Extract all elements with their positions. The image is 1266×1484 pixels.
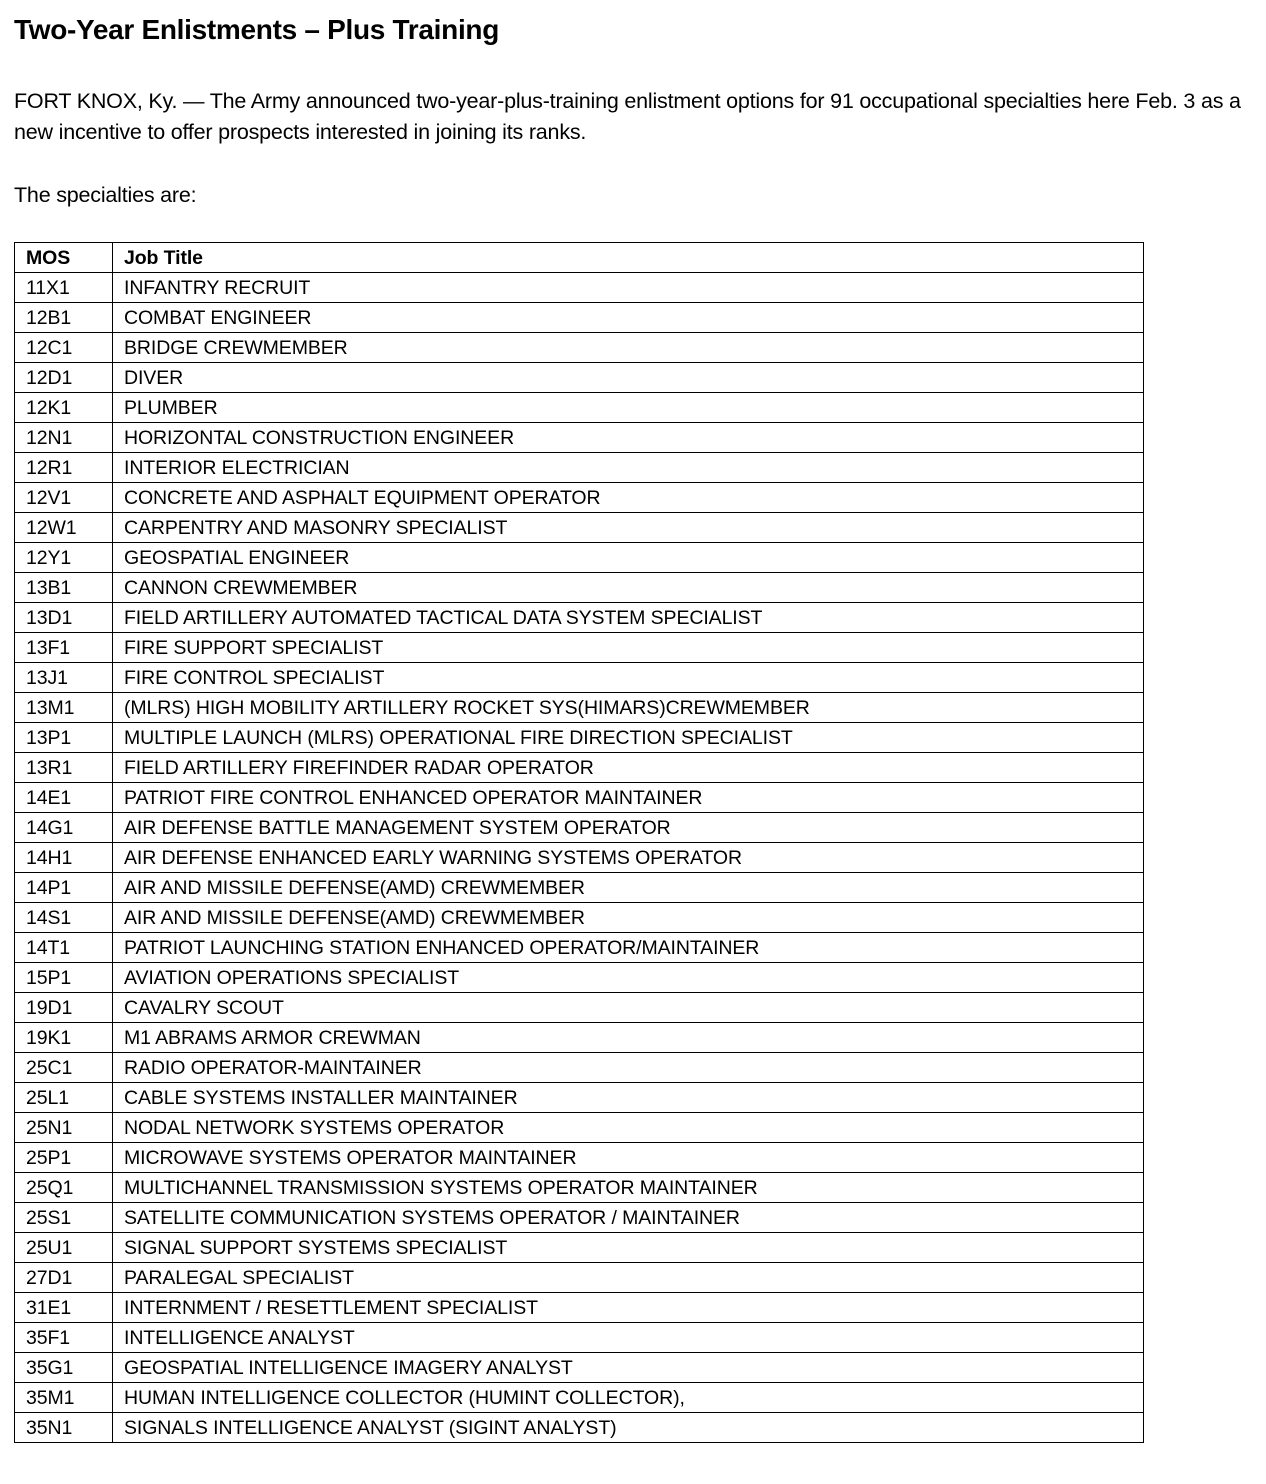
table-row xyxy=(15,633,1144,663)
job-title-cell: HORIZONTAL CONSTRUCTION ENGINEER xyxy=(113,423,1144,453)
job-title-cell: SIGNALS INTELLIGENCE ANALYST (SIGINT ANALYST) xyxy=(113,1413,1144,1443)
intro-paragraph: FORT KNOX, Ky. — The Army announced two-year-plus-training enlistment options for 91 occupational specialties here Feb. 3 as a new incentive to offer prospects interested in joining its ranks. xyxy=(14,89,1241,144)
job-title-cell: DIVER xyxy=(113,363,1144,393)
job-title-cell: FIRE SUPPORT SPECIALIST xyxy=(113,633,1144,663)
mos-code-cell: 12D1 xyxy=(15,363,113,393)
column-header-mos: MOS xyxy=(15,243,113,273)
table-body xyxy=(15,273,1144,1443)
mos-code-cell: 35G1 xyxy=(15,1353,113,1383)
mos-code-cell: 13D1 xyxy=(15,603,113,633)
table-row xyxy=(15,423,1144,453)
job-title-cell: MICROWAVE SYSTEMS OPERATOR MAINTAINER xyxy=(113,1143,1144,1173)
table-row xyxy=(15,513,1144,543)
table-row xyxy=(15,1263,1144,1293)
job-title-cell: GEOSPATIAL ENGINEER xyxy=(113,543,1144,573)
table-row xyxy=(15,783,1144,813)
table-row xyxy=(15,1083,1144,1113)
job-title-cell: FIELD ARTILLERY AUTOMATED TACTICAL DATA SYSTEM SPECIALIST xyxy=(113,603,1144,633)
table-header-row xyxy=(15,243,1144,273)
mos-code-cell: 12C1 xyxy=(15,333,113,363)
list-lead-text: The specialties are: xyxy=(14,183,197,207)
table-row xyxy=(15,573,1144,603)
table-row xyxy=(15,393,1144,423)
table-row xyxy=(15,813,1144,843)
column-header-job-title: Job Title xyxy=(113,243,1144,273)
table-row xyxy=(15,1233,1144,1263)
mos-code-cell: 12R1 xyxy=(15,453,113,483)
mos-code-cell: 15P1 xyxy=(15,963,113,993)
job-title-cell: PLUMBER xyxy=(113,393,1144,423)
job-title-cell: CAVALRY SCOUT xyxy=(113,993,1144,1023)
job-title-cell: CARPENTRY AND MASONRY SPECIALIST xyxy=(113,513,1144,543)
table-row xyxy=(15,873,1144,903)
mos-code-cell: 25P1 xyxy=(15,1143,113,1173)
job-title-cell: AIR AND MISSILE DEFENSE(AMD) CREWMEMBER xyxy=(113,903,1144,933)
mos-code-cell: 12Y1 xyxy=(15,543,113,573)
job-title-cell: INTERIOR ELECTRICIAN xyxy=(113,453,1144,483)
table-row xyxy=(15,843,1144,873)
job-title-cell: FIELD ARTILLERY FIREFINDER RADAR OPERATOR xyxy=(113,753,1144,783)
table-row xyxy=(15,1353,1144,1383)
job-title-cell: FIRE CONTROL SPECIALIST xyxy=(113,663,1144,693)
mos-code-cell: 13F1 xyxy=(15,633,113,663)
mos-code-cell: 13R1 xyxy=(15,753,113,783)
table-row xyxy=(15,903,1144,933)
table-row xyxy=(15,1173,1144,1203)
table-header xyxy=(15,243,1144,273)
table-row xyxy=(15,273,1144,303)
table-row xyxy=(15,1203,1144,1233)
mos-code-cell: 27D1 xyxy=(15,1263,113,1293)
mos-code-cell: 14G1 xyxy=(15,813,113,843)
mos-code-cell: 11X1 xyxy=(15,273,113,303)
job-title-cell: MULTICHANNEL TRANSMISSION SYSTEMS OPERATOR MAINTAINER xyxy=(113,1173,1144,1203)
mos-code-cell: 14E1 xyxy=(15,783,113,813)
table-row xyxy=(15,1023,1144,1053)
mos-code-cell: 25C1 xyxy=(15,1053,113,1083)
mos-code-cell: 13B1 xyxy=(15,573,113,603)
job-title-cell: NODAL NETWORK SYSTEMS OPERATOR xyxy=(113,1113,1144,1143)
job-title-cell: INFANTRY RECRUIT xyxy=(113,273,1144,303)
table-row xyxy=(15,363,1144,393)
table-row xyxy=(15,1323,1144,1353)
job-title-cell: CABLE SYSTEMS INSTALLER MAINTAINER xyxy=(113,1083,1144,1113)
table-row xyxy=(15,693,1144,723)
table-row xyxy=(15,603,1144,633)
mos-code-cell: 13P1 xyxy=(15,723,113,753)
job-title-cell: M1 ABRAMS ARMOR CREWMAN xyxy=(113,1023,1144,1053)
job-title-cell: AIR DEFENSE ENHANCED EARLY WARNING SYSTEMS OPERATOR xyxy=(113,843,1144,873)
mos-code-cell: 12B1 xyxy=(15,303,113,333)
table-row xyxy=(15,303,1144,333)
table-row xyxy=(15,1293,1144,1323)
page-title: Two-Year Enlistments – Plus Training xyxy=(14,14,500,45)
mos-code-cell: 25U1 xyxy=(15,1233,113,1263)
job-title-cell: AIR DEFENSE BATTLE MANAGEMENT SYSTEM OPERATOR xyxy=(113,813,1144,843)
table-row xyxy=(15,543,1144,573)
table-row xyxy=(15,1143,1144,1173)
job-title-cell: GEOSPATIAL INTELLIGENCE IMAGERY ANALYST xyxy=(113,1353,1144,1383)
mos-code-cell: 12V1 xyxy=(15,483,113,513)
table-row xyxy=(15,753,1144,783)
mos-code-cell: 12K1 xyxy=(15,393,113,423)
mos-code-cell: 14H1 xyxy=(15,843,113,873)
job-title-cell: (MLRS) HIGH MOBILITY ARTILLERY ROCKET SYS(HIMARS)CREWMEMBER xyxy=(113,693,1144,723)
table-row xyxy=(15,933,1144,963)
mos-code-cell: 25L1 xyxy=(15,1083,113,1113)
mos-code-cell: 25N1 xyxy=(15,1113,113,1143)
job-title-cell: RADIO OPERATOR-MAINTAINER xyxy=(113,1053,1144,1083)
mos-code-cell: 13J1 xyxy=(15,663,113,693)
table-row xyxy=(15,663,1144,693)
table-row xyxy=(15,1113,1144,1143)
job-title-cell: BRIDGE CREWMEMBER xyxy=(113,333,1144,363)
job-title-cell: SATELLITE COMMUNICATION SYSTEMS OPERATOR / MAINTAINER xyxy=(113,1203,1144,1233)
table-row xyxy=(15,333,1144,363)
table-row xyxy=(15,453,1144,483)
mos-code-cell: 14P1 xyxy=(15,873,113,903)
mos-code-cell: 35M1 xyxy=(15,1383,113,1413)
mos-code-cell: 25Q1 xyxy=(15,1173,113,1203)
job-title-cell: INTERNMENT / RESETTLEMENT SPECIALIST xyxy=(113,1293,1144,1323)
table-row xyxy=(15,1053,1144,1083)
table-row xyxy=(15,723,1144,753)
job-title-cell: PATRIOT FIRE CONTROL ENHANCED OPERATOR MAINTAINER xyxy=(113,783,1144,813)
mos-code-cell: 13M1 xyxy=(15,693,113,723)
mos-code-cell: 12N1 xyxy=(15,423,113,453)
mos-code-cell: 25S1 xyxy=(15,1203,113,1233)
job-title-cell: MULTIPLE LAUNCH (MLRS) OPERATIONAL FIRE DIRECTION SPECIALIST xyxy=(113,723,1144,753)
job-title-cell: AVIATION OPERATIONS SPECIALIST xyxy=(113,963,1144,993)
mos-code-cell: 14T1 xyxy=(15,933,113,963)
mos-code-cell: 35N1 xyxy=(15,1413,113,1443)
job-title-cell: SIGNAL SUPPORT SYSTEMS SPECIALIST xyxy=(113,1233,1144,1263)
job-title-cell: INTELLIGENCE ANALYST xyxy=(113,1323,1144,1353)
mos-code-cell: 14S1 xyxy=(15,903,113,933)
specialties-table xyxy=(14,242,1144,1443)
job-title-cell: HUMAN INTELLIGENCE COLLECTOR (HUMINT COLLECTOR), xyxy=(113,1383,1144,1413)
job-title-cell: CANNON CREWMEMBER xyxy=(113,573,1144,603)
table-row xyxy=(15,963,1144,993)
job-title-cell: AIR AND MISSILE DEFENSE(AMD) CREWMEMBER xyxy=(113,873,1144,903)
mos-code-cell: 19K1 xyxy=(15,1023,113,1053)
mos-code-cell: 31E1 xyxy=(15,1293,113,1323)
job-title-cell: COMBAT ENGINEER xyxy=(113,303,1144,333)
job-title-cell: CONCRETE AND ASPHALT EQUIPMENT OPERATOR xyxy=(113,483,1144,513)
mos-code-cell: 19D1 xyxy=(15,993,113,1023)
mos-code-cell: 35F1 xyxy=(15,1323,113,1353)
job-title-cell: PARALEGAL SPECIALIST xyxy=(113,1263,1144,1293)
table-row xyxy=(15,483,1144,513)
table-row xyxy=(15,993,1144,1023)
table-row xyxy=(15,1413,1144,1443)
table-row xyxy=(15,1383,1144,1413)
mos-code-cell: 12W1 xyxy=(15,513,113,543)
job-title-cell: PATRIOT LAUNCHING STATION ENHANCED OPERATOR/MAINTAINER xyxy=(113,933,1144,963)
